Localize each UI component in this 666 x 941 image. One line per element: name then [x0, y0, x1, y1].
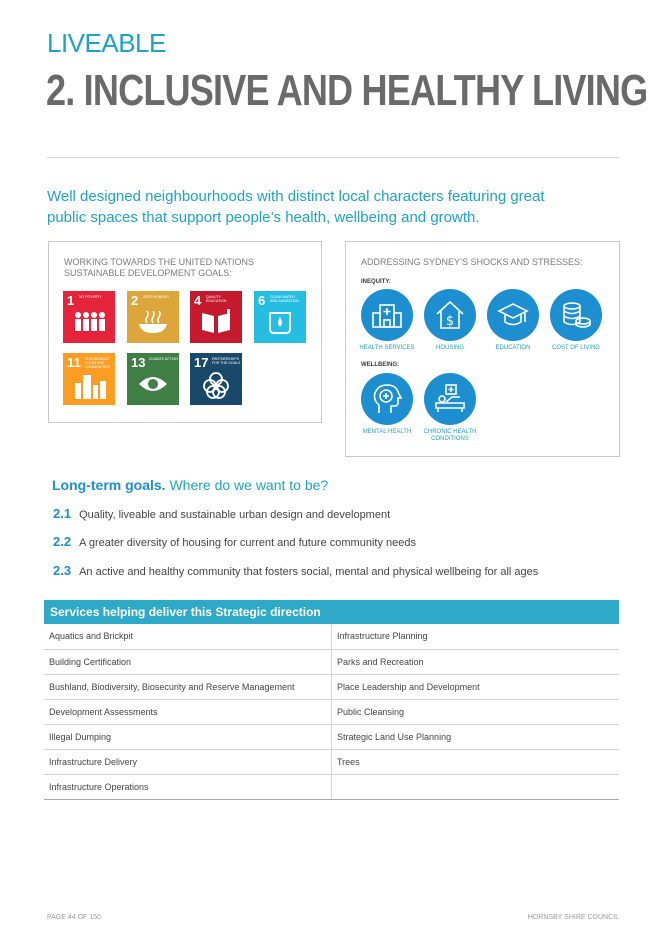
table-row — [44, 724, 619, 749]
table-cell: Trees — [332, 749, 620, 774]
chronic-health-circle — [424, 373, 476, 425]
inequity-label: INEQUITY: — [361, 279, 391, 285]
goal-text: An active and healthy community that fosters social, mental and physical wellbeing for all ages — [79, 566, 539, 578]
goal-item — [53, 534, 416, 549]
sdg-number: 13 — [131, 355, 146, 370]
table-cell: Bushland, Biodiversity, Biosecurity and Reserve Management — [44, 674, 332, 699]
city-icon — [73, 371, 107, 399]
services-table — [44, 624, 619, 800]
sdg-label: PARTNERSHIPS FOR THE GOALS — [212, 357, 241, 365]
chronic-health-label: CHRONIC HEALTH CONDITIONS — [423, 429, 477, 442]
hospital-bed-icon — [434, 383, 466, 415]
table-row — [44, 649, 619, 674]
sdg-number: 2 — [131, 293, 139, 308]
goals-heading-rest: Where do we want to be? — [169, 477, 329, 493]
page-title: 2. INCLUSIVE AND HEALTHY LIVING — [46, 66, 648, 115]
goal-number: 2.2 — [53, 534, 72, 549]
sdg-tile-6 — [254, 291, 306, 343]
sdg-label: QUALITY EDUCATION — [206, 295, 227, 303]
sdg-number: 6 — [258, 293, 266, 308]
table-row — [44, 674, 619, 699]
goals-heading — [52, 477, 328, 493]
sdg-number: 1 — [67, 293, 75, 308]
sdg-number: 17 — [194, 355, 209, 370]
education-label: EDUCATION — [495, 345, 531, 351]
table-cell: Development Assessments — [44, 699, 332, 724]
services-header: Services helping deliver this Strategic direction — [44, 600, 619, 624]
housing-circle — [424, 289, 476, 341]
sdg-label: NO POVERTY — [79, 295, 102, 299]
table-row — [44, 699, 619, 724]
cost-of-living-label: COST OF LIVING — [552, 345, 600, 351]
goal-number: 2.3 — [53, 563, 72, 578]
education-circle — [487, 289, 539, 341]
head-cross-icon — [371, 383, 403, 415]
sdg-tile-1 — [63, 291, 115, 343]
table-cell: Infrastructure Delivery — [44, 749, 332, 774]
wellbeing-label: WELLBEING: — [361, 362, 399, 368]
house-dollar-icon — [434, 299, 466, 331]
table-cell: Strategic Land Use Planning — [332, 724, 620, 749]
divider — [47, 157, 619, 158]
sdg-label: SUSTAINABLE CITIES AND COMMUNITIES — [85, 357, 110, 369]
health-services-circle — [361, 289, 413, 341]
hospital-icon — [371, 299, 403, 331]
book-icon — [200, 309, 232, 335]
sdg-tile-13 — [127, 353, 179, 405]
sdg-label: ZERO HUNGER — [143, 295, 169, 299]
page-number: PAGE 44 OF 150 — [47, 914, 101, 921]
table-cell: Building Certification — [44, 649, 332, 674]
shocks-stresses-box — [345, 241, 620, 457]
goal-text: Quality, liveable and sustainable urban design and development — [79, 509, 391, 521]
sdg-tile-4 — [190, 291, 242, 343]
table-cell: Illegal Dumping — [44, 724, 332, 749]
sdg-label: CLEAN WATER AND SANITATION — [270, 295, 299, 303]
mental-health-circle — [361, 373, 413, 425]
coins-icon — [560, 299, 592, 331]
sdg-number: 4 — [194, 293, 202, 308]
table-cell: Parks and Recreation — [332, 649, 620, 674]
table-cell: Place Leadership and Development — [332, 674, 620, 699]
goal-text: A greater diversity of housing for current and future community needs — [79, 537, 416, 549]
goal-item — [53, 563, 538, 578]
un-goals-heading: WORKING TOWARDS THE UNITED NATIONS SUSTAINABLE DEVELOPMENT GOALS: — [64, 257, 255, 278]
sdg-tile-2 — [127, 291, 179, 343]
shocks-heading: ADDRESSING SYDNEY’S SHOCKS AND STRESSES: — [361, 257, 583, 267]
mental-health-label: MENTAL HEALTH — [362, 429, 412, 435]
graduation-cap-icon — [497, 299, 529, 331]
intro-text: Well designed neighbourhoods with distinct local characters featuring great public spaces that support people’s health, wellbeing and growth. — [47, 188, 545, 226]
table-cell: Public Cleansing — [332, 699, 620, 724]
section-kicker: LIVEABLE — [47, 28, 166, 58]
organisation-name: HORNSBY SHIRE COUNCIL — [527, 914, 619, 921]
water-icon — [264, 309, 296, 335]
rings-icon — [200, 371, 232, 399]
table-row — [44, 774, 619, 799]
bowl-icon — [137, 309, 169, 335]
health-services-label: HEALTH SERVICES — [359, 345, 415, 351]
svg-text:$: $ — [445, 314, 455, 329]
goals-heading-bold: Long-term goals. — [52, 477, 166, 493]
people-icon — [73, 309, 107, 333]
goal-item — [53, 506, 390, 521]
table-cell: Aquatics and Brickpit — [44, 624, 332, 649]
sdg-tile-11 — [63, 353, 115, 405]
un-goals-box — [48, 241, 322, 423]
goal-number: 2.1 — [53, 506, 72, 521]
sdg-tile-17 — [190, 353, 242, 405]
sdg-label: CLIMATE ACTION — [149, 357, 178, 361]
sdg-number: 11 — [67, 355, 81, 370]
eye-icon — [137, 371, 169, 397]
table-cell — [332, 774, 620, 799]
cost-of-living-circle — [550, 289, 602, 341]
table-cell: Infrastructure Operations — [44, 774, 332, 799]
table-cell: Infrastructure Planning — [332, 624, 620, 649]
housing-label: HOUSING — [435, 345, 464, 351]
table-row — [44, 749, 619, 774]
table-row — [44, 624, 619, 649]
